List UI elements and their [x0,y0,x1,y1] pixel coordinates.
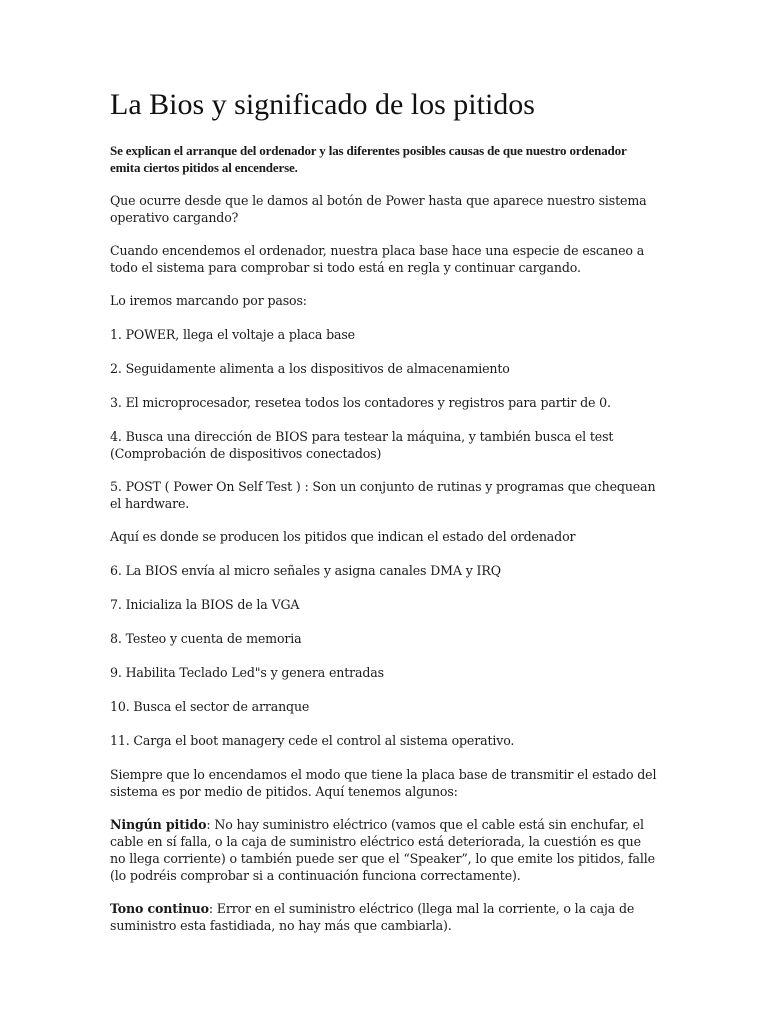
step-7: 7. Inicializa la BIOS de la VGA [110,597,300,612]
step-8: 8. Testeo y cuenta de memoria [110,631,302,646]
document-subtitle: Se explican el arranque del ordenador y las diferentes posibles causas de que nuestro ordenador emita ciertos pitidos al encenderse. [110,143,627,175]
document-page [110,88,658,950]
intro-question: Que ocurre desde que le damos al botón de Power hasta que aparece nuestro sistema operativo cargando? [110,193,647,225]
beep-entry-no-beep [110,816,658,884]
beep-name: Tono continuo [110,901,209,916]
intro-answer: Cuando encendemos el ordenador, nuestra placa base hace una especie de escaneo a todo el sistema para comprobar si todo está en regla y continuar cargando. [110,243,645,275]
step-10: 10. Busca el sector de arranque [110,699,310,714]
step-1: 1. POWER, llega el voltaje a placa base [110,327,355,342]
step-2: 2. Seguidamente alimenta a los dispositivos de almacenamiento [110,361,510,376]
post-note: Aquí es donde se producen los pitidos que indican el estado del ordenador [110,529,576,544]
beep-name: Ningún pitido [110,817,207,832]
document-title: La Bios y significado de los pitidos [110,88,535,121]
step-4: 4. Busca una dirección de BIOS para testear la máquina, y también busca el test (Comprobación de dispositivos conectados) [110,429,614,461]
step-11: 11. Carga el boot managery cede el control al sistema operativo. [110,733,515,748]
beep-description: : No hay suministro eléctrico (vamos que el cable está sin enchufar, el cable en sí falla, o la caja de suministro eléctrico está deteriorada, la cuestión es que no llega corriente) o también puede ser que el “Speaker”, lo que emite los pitidos, falle (lo podréis comprobar si a continuación funciona correctamente). [110,817,655,883]
beep-description: : Error en el suministro eléctrico (llega mal la corriente, o la caja de suministro esta fastidiada, no hay más que cambiarla). [110,901,635,933]
step-5: 5. POST ( Power On Self Test ) : Son un conjunto de rutinas y programas que chequean el hardware. [110,479,656,511]
step-3: 3. El microprocesador, resetea todos los contadores y registros para partir de 0. [110,395,611,410]
step-9: 9. Habilita Teclado Led"s y genera entradas [110,665,384,680]
beeps-intro: Siempre que lo encendamos el modo que tiene la placa base de transmitir el estado del sistema es por medio de pitidos. Aquí tenemos algunos: [110,767,657,799]
step-6: 6. La BIOS envía al micro señales y asigna canales DMA y IRQ [110,563,501,578]
beep-entry-continuous-tone [110,900,658,934]
steps-intro: Lo iremos marcando por pasos: [110,293,307,308]
